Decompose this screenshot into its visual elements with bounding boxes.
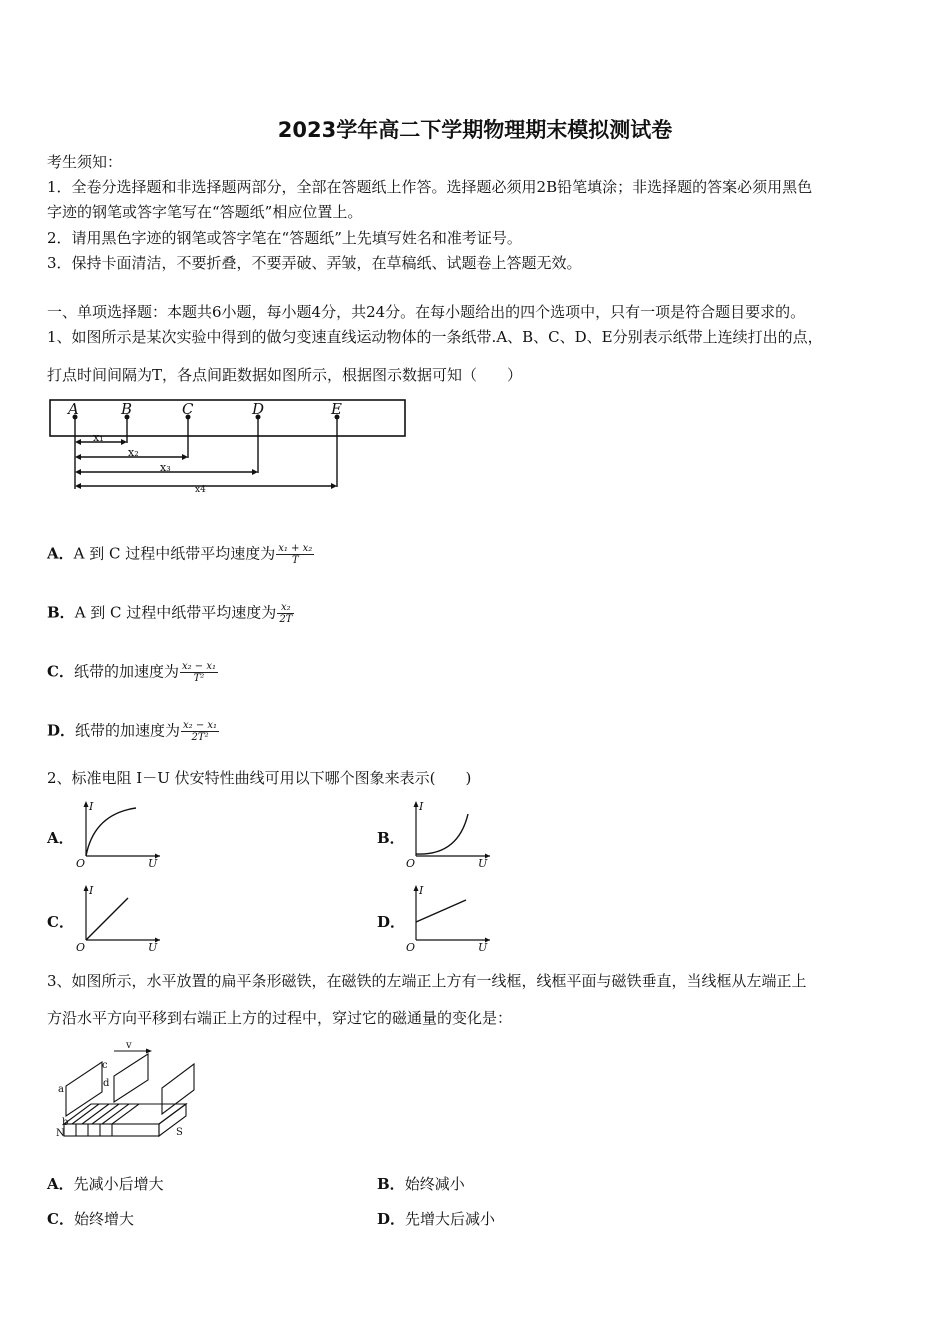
option-1d[interactable] (47, 720, 219, 743)
corner-label-c: c (102, 1060, 108, 1071)
origin-label: O (406, 941, 416, 952)
axis-label-u: U (148, 857, 158, 868)
option-letter: A． (47, 544, 74, 563)
origin-label: O (406, 857, 416, 868)
axis-label-i: I (419, 800, 424, 813)
origin-label: O (76, 857, 86, 868)
option-text: 先增大后减小 (405, 1210, 496, 1228)
point-label-a: A (68, 400, 79, 418)
option-text: 先减小后增大 (73, 1175, 164, 1193)
iu-curve (416, 814, 468, 854)
option-letter: D． (47, 721, 76, 740)
option-3c[interactable] (47, 1209, 134, 1229)
axis-label-i: I (89, 884, 94, 897)
pole-label-s: S (176, 1127, 183, 1138)
point-label-d: D (252, 400, 265, 418)
fraction-denominator: 2T (279, 614, 293, 625)
x1-label: x₁ (93, 431, 104, 444)
notice-item: 字迹的钢笔或答字笔写在“答题纸”相应位置上。 (47, 203, 363, 221)
option-text: 始终增大 (73, 1210, 134, 1228)
fraction-numerator: x₁ + x₂ (278, 543, 313, 554)
pole-label-n: N (56, 1128, 65, 1139)
option-2a-letter[interactable]: A． (47, 829, 74, 847)
x2-label: x₂ (128, 446, 139, 459)
axis-label-u: U (478, 941, 488, 952)
option-letter: B． (47, 603, 75, 622)
axis-label-i: I (419, 884, 424, 897)
iu-line (86, 898, 128, 940)
option-2b-letter[interactable]: B． (377, 829, 405, 847)
graph-b (404, 798, 494, 868)
option-letter: C． (47, 1210, 74, 1228)
option-text: 纸带的加速度为 (73, 662, 179, 681)
x3-label: x₃ (160, 461, 171, 474)
corner-label-d: d (103, 1078, 110, 1089)
origin-label: O (76, 941, 86, 952)
graph-c (74, 882, 164, 952)
section-heading: 一、单项选择题：本题共6小题，每小题4分，共24分。在每小题给出的四个选项中，只有一项是符合题目要求的。 (47, 303, 806, 321)
point-label-c: C (182, 400, 194, 418)
page-title: 2023学年高二下学期物理期末模拟测试卷 (277, 118, 673, 142)
corner-label-a: a (58, 1084, 64, 1095)
magnet-figure (52, 1040, 202, 1145)
question-1-stem: 1、如图所示是某次实验中得到的做匀变速直线运动物体的一条纸带.A、B、C、D、E分别表示纸带上连续打出的点， (47, 328, 823, 346)
corner-label-b: b (62, 1117, 69, 1128)
notice-item: 2．请用黑色字迹的钢笔或答字笔在“答题纸”上先填写姓名和准考证号。 (47, 229, 522, 247)
option-text: A 到 C 过程中纸带平均速度为 (73, 544, 276, 563)
x4-label: x4 (195, 485, 206, 495)
option-letter: C． (47, 662, 74, 681)
fraction-numerator: x₂ − x₁ (183, 720, 218, 731)
fraction-denominator: T² (180, 672, 218, 684)
question-3-stem: 3、如图所示，水平放置的扁平条形磁铁，在磁铁的左端正上方有一线框，线框平面与磁铁垂直，当线框从左端正上 (47, 972, 807, 990)
fraction (181, 720, 219, 743)
option-1b[interactable] (47, 602, 294, 625)
option-3a[interactable] (47, 1174, 164, 1194)
option-text: A 到 C 过程中纸带平均速度为 (74, 603, 277, 622)
fraction-denominator: T (276, 554, 314, 566)
graph-a (74, 798, 164, 868)
iu-curve (86, 808, 136, 856)
option-3b[interactable] (377, 1174, 465, 1194)
velocity-label: v (126, 1040, 132, 1051)
question-2-stem: 2、标准电阻 I－U 伏安特性曲线可用以下哪个图象来表示( ) (47, 769, 472, 787)
question-3-stem: 方沿水平方向平移到右端正上方的过程中，穿过它的磁通量的变化是： (47, 1009, 513, 1027)
option-3d[interactable] (377, 1209, 495, 1229)
graph-d (404, 882, 494, 952)
option-1a[interactable] (47, 543, 314, 566)
axis-label-u: U (148, 941, 158, 952)
question-1-stem: 打点时间间隔为T，各点间距数据如图所示，根据图示数据可知（ ） (47, 366, 523, 384)
fraction-numerator: x₂ (281, 602, 291, 613)
option-2c-letter[interactable]: C． (47, 913, 74, 931)
axis-label-i: I (89, 800, 94, 813)
fraction (180, 661, 218, 684)
coil-frame-right (162, 1064, 194, 1114)
tape-figure (45, 395, 410, 495)
fraction (276, 543, 314, 566)
option-text: 纸带的加速度为 (75, 721, 181, 740)
fraction (277, 602, 294, 625)
option-1c[interactable] (47, 661, 218, 684)
axis-label-u: U (478, 857, 488, 868)
iu-line (416, 900, 466, 922)
notice-heading: 考生须知： (47, 153, 123, 171)
option-letter: A． (47, 1175, 74, 1193)
option-text: 始终减小 (404, 1175, 465, 1193)
coil-frame-middle (114, 1054, 148, 1102)
coil-frame-left (66, 1062, 102, 1116)
fraction-denominator: 2T² (181, 731, 219, 743)
option-letter: D． (377, 1210, 406, 1228)
fraction-numerator: x₂ − x₁ (181, 661, 217, 672)
option-letter: B． (377, 1175, 405, 1193)
notice-item: 3．保持卡面清洁，不要折叠，不要弄破、弄皱，在草稿纸、试题卷上答题无效。 (47, 254, 582, 272)
point-label-e: E (331, 400, 342, 418)
notice-item: 1．全卷分选择题和非选择题两部分，全部在答题纸上作答。选择题必须用2B铅笔填涂；非选择题的答案必须用黑色 (47, 178, 813, 196)
option-2d-letter[interactable]: D． (377, 913, 406, 931)
point-label-b: B (121, 400, 133, 418)
